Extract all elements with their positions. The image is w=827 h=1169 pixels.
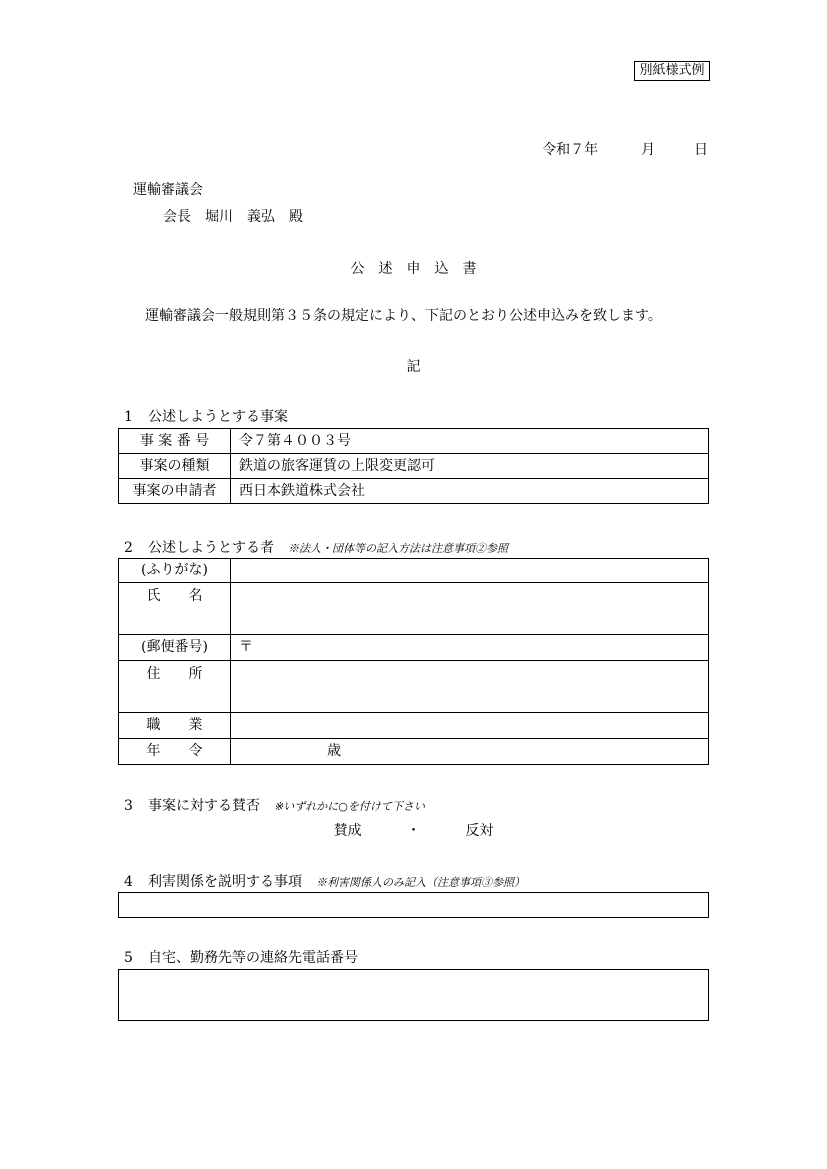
- section3-number: 3: [124, 798, 133, 814]
- age-label: 年 令: [119, 739, 231, 765]
- postal-field[interactable]: [231, 635, 709, 661]
- section3-heading: [124, 795, 425, 815]
- name-field[interactable]: [231, 583, 709, 635]
- table-row: [119, 429, 709, 454]
- case-type-value: 鉄道の旅客運賃の上限変更認可: [231, 454, 709, 479]
- section2-note: ※法人・団体等の記入方法は注意事項②参照: [288, 542, 508, 555]
- approve-option[interactable]: 賛成: [333, 823, 362, 839]
- address-field[interactable]: [231, 661, 709, 713]
- postal-mark: 〒: [239, 639, 253, 655]
- furigana-field[interactable]: [231, 559, 709, 583]
- approval-choice: [0, 820, 827, 840]
- addressee-organization: 運輸審議会: [133, 182, 203, 198]
- date-day: 日: [694, 142, 708, 158]
- furigana-label: (ふりがな): [119, 559, 231, 583]
- section2-heading: [124, 537, 508, 557]
- interest-field[interactable]: [118, 892, 709, 918]
- table-row: [119, 713, 709, 739]
- table-row: [119, 454, 709, 479]
- case-type-label: 事案の種類: [119, 454, 231, 479]
- case-number-value: 令７第４００３号: [231, 429, 709, 454]
- section4-note: ※利害関係人のみ記入（注意事項③参照）: [316, 876, 525, 889]
- ki-heading: 記: [406, 359, 421, 375]
- date-line: [542, 139, 708, 159]
- postal-label: (郵便番号): [119, 635, 231, 661]
- section5-heading: [124, 947, 358, 967]
- case-number-label: 事 案 番 号: [119, 429, 231, 454]
- choice-separator: ・: [406, 823, 421, 839]
- section2-number: 2: [124, 540, 133, 556]
- case-table: [118, 428, 709, 504]
- table-row: [119, 635, 709, 661]
- case-applicant-value: 西日本鉄道株式会社: [231, 479, 709, 504]
- date-month: 月: [641, 142, 656, 158]
- phone-field[interactable]: [118, 969, 709, 1021]
- date-era-year: 令和７年: [542, 142, 599, 158]
- section5-number: 5: [124, 950, 133, 966]
- section1-number: 1: [124, 409, 133, 425]
- table-row: [119, 739, 709, 765]
- form-style-label: 別紙様式例: [634, 61, 710, 81]
- lead-text: 運輸審議会一般規則第３５条の規定により、下記のとおり公述申込みを致します。: [145, 308, 662, 324]
- occupation-label: 職 業: [119, 713, 231, 739]
- section4-heading: [124, 871, 525, 891]
- section1-title: 公述しようとする事案: [148, 409, 288, 425]
- occupation-field[interactable]: [231, 713, 709, 739]
- speaker-table: [118, 558, 709, 765]
- table-row: [119, 559, 709, 583]
- table-row: [119, 583, 709, 635]
- table-row: [119, 661, 709, 713]
- case-applicant-label: 事案の申請者: [119, 479, 231, 504]
- section4-number: 4: [124, 874, 133, 890]
- addressee-chair: 会長 堀川 義弘 殿: [163, 209, 303, 225]
- section1-heading: [124, 406, 288, 426]
- section3-title: 事案に対する賛否: [148, 798, 260, 814]
- address-label: 住 所: [119, 661, 231, 713]
- oppose-option[interactable]: 反対: [465, 823, 494, 839]
- name-label: 氏 名: [119, 583, 231, 635]
- age-unit: 歳: [327, 743, 341, 759]
- section5-title: 自宅、勤務先等の連絡先電話番号: [148, 950, 358, 966]
- table-row: [119, 479, 709, 504]
- document-title: 公 述 申 込 書: [350, 261, 477, 277]
- section4-title: 利害関係を説明する事項: [148, 874, 302, 890]
- section2-title: 公述しようとする者: [148, 540, 274, 556]
- section3-note: ※いずれかに○を付けて下さい: [274, 800, 425, 813]
- age-field[interactable]: [231, 739, 709, 765]
